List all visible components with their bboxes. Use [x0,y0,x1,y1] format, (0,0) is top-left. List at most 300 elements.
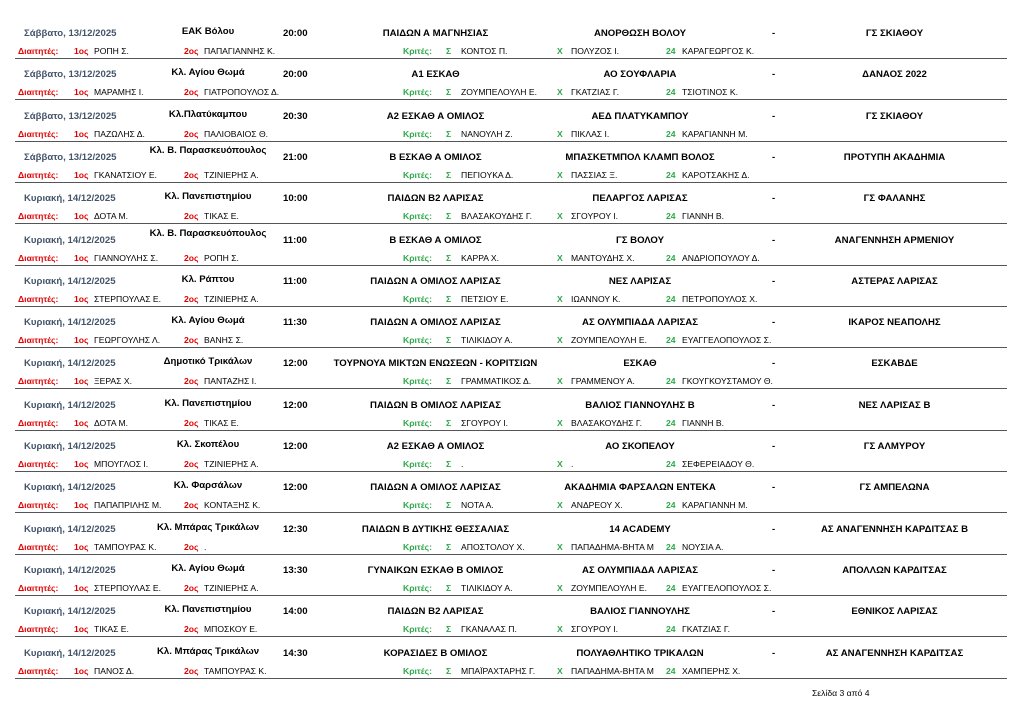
match-time: 14:30 [283,647,308,659]
match-category: Α2 ΕΣΚΑΘ Α ΟΜΙΛΟΣ [386,110,485,122]
second-referee: ΠΑΛΙΟΒΑΙΟΣ Θ. [204,128,269,139]
match-time: 12:00 [283,441,308,452]
row-divider [15,471,1007,472]
home-team: 14 ACADEMY [609,523,671,535]
scorer: ΚΟΝΤΟΣ Π. [461,46,508,56]
second-referee-label: 2ος [184,417,199,428]
match-row [0,605,1024,646]
referees-label: Διαιτητές: [18,417,59,428]
match-category: ΚΟΡΑΣΙΔΕΣ Β ΟΜΙΛΟΣ [383,647,488,659]
match-date: Σάββατο, 13/12/2025 [24,110,117,122]
page-number: Σελίδα 3 από 4 [812,688,870,698]
match-venue: Κλ. Μπάρας Τρικάλων [156,646,260,657]
shotclock-operator: ΕΥΑΓΓΕΛΟΠΟΥΛΟΣ Σ. [682,582,772,593]
first-referee-label: 1ος [74,500,89,511]
shotclock-operator: ΕΥΑΓΓΕΛΟΠΟΥΛΟΣ Σ. [682,335,772,346]
away-team: ΑΣ ΑΝΑΓΕΝΝΗΣΗ ΚΑΡΔΙΤΣΑΣ [825,647,964,659]
match-info-line [0,523,1024,537]
match-time: 21:00 [283,151,308,163]
match-row [0,275,1024,316]
match-category: Α2 ΕΣΚΑΘ Α ΟΜΙΛΟΣ [386,441,485,452]
second-referee-label: 2ος [184,252,199,263]
match-date: Σάββατο, 13/12/2025 [24,28,117,39]
officials-line [0,168,1024,182]
timer: ΖΟΥΜΠΕΛΟΥΛΗ Ε. [571,335,647,346]
vs-dash: - [772,151,776,163]
match-category: ΤΟΥΡΝΟΥΑ ΜΙΚΤΩΝ ΕΝΩΣΕΩΝ - ΚΟΡΙΤΣΙΩΝ [333,358,538,370]
scorer: ΒΛΑΣΑΚΟΥΔΗΣ Γ. [461,211,533,222]
first-referee-label: 1ος [74,541,89,552]
second-referee: ΡΟΠΗ Σ. [204,252,239,263]
vs-dash: - [772,647,776,659]
match-info-line [0,481,1024,495]
home-team: ΑΕΔ ΠΛΑΤΥΚΑΜΠΟΥ [591,110,689,122]
first-referee-label: 1ος [74,335,89,346]
second-referee: ΠΑΝΤΑΖΗΣ Ι. [204,376,257,387]
referees-label: Διαιτητές: [18,376,59,387]
referees-label: Διαιτητές: [18,128,59,139]
first-referee: ΠΑΖΩΛΗΣ Δ. [94,128,145,139]
referees-label: Διαιτητές: [18,293,59,304]
match-info-line [0,357,1024,371]
away-team: ΓΣ ΣΚΙΑΘΟΥ [865,28,924,39]
match-row [0,316,1024,357]
officials-line [0,457,1024,471]
match-info-line [0,110,1024,124]
first-referee-label: 1ος [74,417,89,428]
timer: ΓΡΑΜΜΕΝΟΥ Α. [571,376,635,387]
row-divider [15,430,1007,431]
second-referee: ΤΙΚΑΣ Ε. [204,211,239,222]
match-venue: Κλ. Ράπτου [181,274,235,285]
vs-dash: - [772,193,776,205]
second-referee: ΜΠΟΣΚΟΥ Ε. [204,624,258,635]
match-date: Κυριακή, 14/12/2025 [24,647,116,659]
match-venue: Κλ. Αγίου Θωμά [171,316,245,327]
referees-label: Διαιτητές: [18,46,59,56]
officials-line [0,374,1024,388]
match-info-line [0,68,1024,82]
away-team: ΑΝΑΓΕΝΝΗΣΗ ΑΡΜΕΝΙΟΥ [834,234,955,246]
vs-dash: - [772,358,776,370]
match-category: ΓΥΝΑΙΚΩΝ ΕΣΚΑΘ Β ΟΜΙΛΟΣ [367,564,504,576]
judges-label: Κριτές: [403,335,432,346]
first-referee: ΔΟΤΑ Μ. [94,211,129,222]
judges-label: Κριτές: [403,211,432,222]
match-info-line [0,564,1024,578]
referees-label: Διαιτητές: [18,211,59,222]
match-row [0,192,1024,233]
judges-label: Κριτές: [403,376,432,387]
timer: ΠΙΚΛΑΣ Ι. [571,128,610,139]
shotclock-label: 24 [666,128,676,139]
first-referee-label: 1ος [74,665,89,676]
match-venue: Κλ. Πανεπιστημίου [164,398,252,409]
first-referee-label: 1ος [74,128,89,139]
match-venue: Κλ. Β. Παρασκευόπουλος [149,228,267,239]
first-referee: ΤΑΜΠΟΥΡΑΣ Κ. [94,541,157,552]
scorer-label: Σ [446,169,452,180]
scorer-label: Σ [446,211,452,222]
match-row [0,110,1024,151]
match-category: ΠΑΙΔΩΝ Β ΟΜΙΛΟΣ ΛΑΡΙΣΑΣ [370,399,501,411]
vs-dash: - [772,28,776,39]
officials-line [0,498,1024,512]
scorer: ΜΠΑΪΡΑΧΤΑΡΗΣ Γ. [461,665,536,676]
timer-label: Χ [557,500,563,511]
second-referee: . [204,541,207,552]
scorer-label: Σ [446,459,452,469]
match-category: Α1 ΕΣΚΑΘ [411,69,460,81]
home-team: ΑΝΟΡΘΩΣΗ ΒΟΛΟΥ [593,28,687,39]
match-info-line [0,440,1024,454]
match-venue: Δημοτικό Τρικάλων [163,357,253,368]
timer-label: Χ [557,293,563,304]
home-team: ΑΚΑΔΗΜΙΑ ΦΑΡΣΑΛΩΝ ΕΝΤΕΚΑ [564,482,716,494]
timer: ΖΟΥΜΠΕΛΟΥΛΗ Ε. [571,582,647,593]
referees-label: Διαιτητές: [18,335,59,346]
first-referee-label: 1ος [74,46,89,56]
officials-line [0,540,1024,554]
timer-label: Χ [557,335,563,346]
match-row [0,68,1024,109]
officials-line [0,127,1024,141]
shotclock-operator: ΚΑΡΑΓΕΩΡΓΟΣ Κ. [682,46,755,56]
officials-line [0,44,1024,58]
second-referee: ΤΖΙΝΙΕΡΗΣ Α. [204,459,259,469]
referees-label: Διαιτητές: [18,624,59,635]
away-team: ΓΣ ΑΜΠΕΛΩΝΑ [859,482,930,494]
match-venue: Κλ. Πανεπιστημίου [164,605,252,616]
scorer: ΝΑΝΟΥΛΗ Ζ. [461,128,513,139]
shotclock-label: 24 [666,169,676,180]
match-venue: Κλ. Αγίου Θωμά [171,68,245,79]
second-referee-label: 2ος [184,293,199,304]
match-row [0,481,1024,522]
shotclock-label: 24 [666,665,676,676]
timer: ΑΝΔΡΕΟΥ Χ. [571,500,623,511]
second-referee: ΓΙΑΤΡΟΠΟΥΛΟΣ Δ. [204,87,280,98]
match-date: Κυριακή, 14/12/2025 [24,358,116,370]
officials-line [0,622,1024,636]
scorer: . [461,459,464,469]
match-venue: ΕΑΚ Βόλου [181,27,235,37]
vs-dash: - [772,317,776,329]
timer: ΒΛΑΣΑΚΟΥΔΗΣ Γ. [571,417,643,428]
judges-label: Κριτές: [403,459,432,469]
row-divider [15,141,1007,142]
scorer-label: Σ [446,293,452,304]
row-divider [15,58,1007,59]
match-info-line [0,316,1024,330]
match-time: 11:00 [283,275,308,287]
judges-label: Κριτές: [403,417,432,428]
first-referee: ΓΕΩΡΓΟΥΛΗΣ Λ. [94,335,161,346]
timer-label: Χ [557,169,563,180]
match-info-line [0,275,1024,289]
home-team: ΑΟ ΣΚΟΠΕΛΟΥ [605,441,675,452]
vs-dash: - [772,69,776,81]
match-category: ΠΑΙΔΩΝ Α ΟΜΙΛΟΣ ΛΑΡΙΣΑΣ [370,482,501,494]
timer: ΙΩΑΝΝΟΥ Κ. [571,293,621,304]
match-venue: Κλ. Μπάρας Τρικάλων [156,522,260,533]
home-team: ΒΑΛΙΟΣ ΓΙΑΝΝΟΥΛΗΣ [590,606,690,618]
match-info-line [0,192,1024,206]
timer: ΠΑΠΑΔΗΜΑ-ΒΗΤΑ Μ [571,665,654,676]
row-divider [15,223,1007,224]
match-date: Κυριακή, 14/12/2025 [24,399,116,411]
first-referee-label: 1ος [74,252,89,263]
first-referee: ΓΙΑΝΝΟΥΛΗΣ Σ. [94,252,159,263]
second-referee-label: 2ος [184,169,199,180]
shotclock-operator: ΤΣΙΟΤΙΝΟΣ Κ. [682,87,738,98]
judges-label: Κριτές: [403,624,432,635]
timer: ΠΟΛΥΖΟΣ Ι. [571,46,619,56]
match-date: Κυριακή, 14/12/2025 [24,193,116,205]
first-referee: ΜΠΟΥΓΛΟΣ Ι. [94,459,149,469]
match-row [0,399,1024,440]
second-referee-label: 2ος [184,211,199,222]
scorer-label: Σ [446,87,452,98]
judges-label: Κριτές: [403,46,432,56]
scorer: ΓΚΑΝΑΛΑΣ Π. [461,624,517,635]
judges-label: Κριτές: [403,665,432,676]
referees-label: Διαιτητές: [18,87,59,98]
first-referee: ΣΤΕΡΠΟΥΛΑΣ Ε. [94,293,162,304]
row-divider [15,306,1007,307]
timer: ΜΑΝΤΟΥΔΗΣ Χ. [571,252,635,263]
second-referee: ΤΖΙΝΙΕΡΗΣ Α. [204,169,259,180]
row-divider [15,265,1007,266]
home-team: ΝΕΣ ΛΑΡΙΣΑΣ [608,275,672,287]
second-referee-label: 2ος [184,624,199,635]
row-divider [15,595,1007,596]
timer-label: Χ [557,665,563,676]
shotclock-operator: ΓΙΑΝΝΗ Β. [682,211,724,222]
match-time: 11:00 [283,234,308,246]
match-venue: Κλ. Αγίου Θωμά [171,563,245,574]
shotclock-label: 24 [666,459,676,469]
shotclock-label: 24 [666,500,676,511]
second-referee-label: 2ος [184,541,199,552]
match-time: 13:30 [283,564,308,576]
scorer: ΑΠΟΣΤΟΛΟΥ Χ. [461,541,525,552]
match-time: 14:00 [283,606,308,618]
match-row [0,564,1024,605]
scorer-label: Σ [446,46,452,56]
referees-label: Διαιτητές: [18,582,59,593]
match-category: ΠΑΙΔΩΝ Α ΟΜΙΛΟΣ ΛΑΡΙΣΑΣ [370,275,501,287]
match-row [0,647,1024,688]
judges-label: Κριτές: [403,169,432,180]
match-venue: Κλ. Φαρσάλων [173,481,243,492]
first-referee-label: 1ος [74,87,89,98]
first-referee: ΤΙΚΑΣ Ε. [94,624,129,635]
home-team: ΠΕΛΑΡΓΟΣ ΛΑΡΙΣΑΣ [592,193,688,205]
scorer-label: Σ [446,665,452,676]
first-referee-label: 1ος [74,582,89,593]
first-referee-label: 1ος [74,624,89,635]
second-referee-label: 2ος [184,665,199,676]
match-time: 12:00 [283,358,308,370]
second-referee-label: 2ος [184,335,199,346]
scorer: ΚΑΡΡΑ Χ. [461,252,500,263]
away-team: ΕΣΚΑΒΔΕ [871,358,918,370]
shotclock-operator: ΝΟΥΣΙΑ Α. [682,541,724,552]
shotclock-label: 24 [666,582,676,593]
home-team: ΜΠΑΣΚΕΤΜΠΟΛ ΚΛΑΜΠ ΒΟΛΟΣ [565,151,715,163]
timer: ΠΑΣΣΙΑΣ Ξ. [571,169,618,180]
away-team: ΓΣ ΣΚΙΑΘΟΥ [865,110,924,122]
timer: ΣΓΟΥΡΟΥ Ι. [571,624,619,635]
match-date: Κυριακή, 14/12/2025 [24,482,116,494]
match-info-line [0,647,1024,661]
home-team: ΓΣ ΒΟΛΟΥ [615,234,665,246]
referees-label: Διαιτητές: [18,252,59,263]
match-time: 20:00 [283,28,308,39]
shotclock-label: 24 [666,541,676,552]
scorer: ΣΓΟΥΡΟΥ Ι. [461,417,509,428]
away-team: ΓΣ ΑΛΜΥΡΟΥ [863,441,926,452]
referees-label: Διαιτητές: [18,665,59,676]
away-team: ΠΡΟΤΥΠΗ ΑΚΑΔΗΜΙΑ [843,151,946,163]
shotclock-operator: ΓΙΑΝΝΗ Β. [682,417,724,428]
first-referee-label: 1ος [74,293,89,304]
vs-dash: - [772,606,776,618]
vs-dash: - [772,564,776,576]
match-category: ΠΑΙΔΩΝ Α ΜΑΓΝΗΣΙΑΣ [382,28,489,39]
match-date: Κυριακή, 14/12/2025 [24,564,116,576]
row-divider [15,182,1007,183]
shotclock-operator: ΠΕΤΡΟΠΟΥΛΟΣ Χ. [682,293,758,304]
shotclock-operator: ΓΚΟΥΓΚΟΥΣΤΑΜΟΥ Θ. [682,376,773,387]
vs-dash: - [772,441,776,452]
second-referee-label: 2ος [184,46,199,56]
match-date: Κυριακή, 14/12/2025 [24,275,116,287]
second-referee-label: 2ος [184,128,199,139]
timer-label: Χ [557,582,563,593]
match-time: 20:30 [283,110,308,122]
scorer-label: Σ [446,252,452,263]
home-team: ΑΣ ΟΛΥΜΠΙΑΔΑ ΛΑΡΙΣΑΣ [582,564,698,576]
judges-label: Κριτές: [403,252,432,263]
timer-label: Χ [557,211,563,222]
match-category: ΠΑΙΔΩΝ Β2 ΛΑΡΙΣΑΣ [387,193,484,205]
officials-line [0,581,1024,595]
shotclock-label: 24 [666,293,676,304]
first-referee: ΔΟΤΑ Μ. [94,417,129,428]
match-date: Κυριακή, 14/12/2025 [24,606,116,618]
timer-label: Χ [557,46,563,56]
row-divider [15,636,1007,637]
scorer: ΠΕΤΣΙΟΥ Ε. [461,293,509,304]
judges-label: Κριτές: [403,128,432,139]
match-time: 10:00 [283,193,308,205]
referees-label: Διαιτητές: [18,500,59,511]
second-referee: ΤΑΜΠΟΥΡΑΣ Κ. [204,665,267,676]
officials-line [0,664,1024,678]
shotclock-label: 24 [666,46,676,56]
match-date: Κυριακή, 14/12/2025 [24,234,116,246]
first-referee: ΠΑΝΟΣ Δ. [94,665,135,676]
scorer: ΝΟΤΑ Α. [461,500,494,511]
home-team: ΒΑΛΙΟΣ ΓΙΑΝΝΟΥΛΗΣ Β [585,399,695,411]
timer: ΠΑΠΑΔΗΜΑ-ΒΗΤΑ Μ [571,541,654,552]
scorer: ΠΕΓΙΟΥΚΑ Δ. [461,169,514,180]
second-referee: ΤΙΚΑΣ Ε. [204,417,239,428]
match-info-line [0,605,1024,619]
scorer-label: Σ [446,335,452,346]
judges-label: Κριτές: [403,541,432,552]
vs-dash: - [772,482,776,494]
away-team: ΑΣΤΕΡΑΣ ΛΑΡΙΣΑΣ [851,275,938,287]
judges-label: Κριτές: [403,87,432,98]
row-divider [15,678,1007,679]
second-referee: ΤΖΙΝΙΕΡΗΣ Α. [204,582,259,593]
shotclock-label: 24 [666,211,676,222]
shotclock-operator: ΚΑΡΟΤΣΑΚΗΣ Δ. [682,169,750,180]
first-referee: ΣΤΕΡΠΟΥΛΑΣ Ε. [94,582,162,593]
scorer-label: Σ [446,624,452,635]
judges-label: Κριτές: [403,582,432,593]
match-info-line [0,27,1024,41]
away-team: ΑΣ ΑΝΑΓΕΝΝΗΣΗ ΚΑΡΔΙΤΣΑΣ Β [820,523,969,535]
row-divider [15,512,1007,513]
home-team: ΕΣΚΑΘ [623,358,657,370]
match-date: Σάββατο, 13/12/2025 [24,151,117,163]
match-category: ΠΑΙΔΩΝ Α ΟΜΙΛΟΣ ΛΑΡΙΣΑΣ [370,317,501,329]
shotclock-operator: ΣΕΦΕΡΕΙΑΔΟΥ Θ. [682,459,755,469]
shotclock-label: 24 [666,87,676,98]
timer-label: Χ [557,252,563,263]
timer: ΣΓΟΥΡΟΥ Ι. [571,211,619,222]
timer-label: Χ [557,87,563,98]
home-team: ΑΟ ΣΟΥΦΛΑΡΙΑ [603,69,677,81]
away-team: ΑΠΟΛΛΩΝ ΚΑΡΔΙΤΣΑΣ [842,564,947,576]
second-referee: ΠΑΠΑΓΙΑΝΝΗΣ Κ. [204,46,276,56]
officials-line [0,416,1024,430]
timer-label: Χ [557,417,563,428]
match-time: 20:00 [283,69,308,81]
match-category: ΠΑΙΔΩΝ Β2 ΛΑΡΙΣΑΣ [387,606,484,618]
home-team: ΠΟΛΥΑΘΛΗΤΙΚΟ ΤΡΙΚΑΛΩΝ [576,647,704,659]
timer-label: Χ [557,376,563,387]
second-referee-label: 2ος [184,582,199,593]
row-divider [15,388,1007,389]
scorer-label: Σ [446,582,452,593]
match-time: 12:00 [283,399,308,411]
match-info-line [0,228,1024,248]
match-row [0,27,1024,68]
away-team: ΓΣ ΦΑΛΑΝΗΣ [863,193,926,205]
match-date: Κυριακή, 14/12/2025 [24,441,116,452]
shotclock-operator: ΚΑΡΑΓΙΑΝΝΗ Μ. [682,500,748,511]
first-referee-label: 1ος [74,376,89,387]
second-referee-label: 2ος [184,500,199,511]
shotclock-label: 24 [666,417,676,428]
away-team: ΝΕΣ ΛΑΡΙΣΑΣ Β [858,399,931,411]
match-venue: Κλ. Σκοπέλου [176,440,240,450]
match-row [0,228,1024,275]
second-referee: ΚΟΝΤΑΞΗΣ Κ. [204,500,261,511]
first-referee-label: 1ος [74,169,89,180]
timer: . [571,459,574,469]
vs-dash: - [772,275,776,287]
scorer-label: Σ [446,376,452,387]
judges-label: Κριτές: [403,293,432,304]
match-category: ΠΑΙΔΩΝ Β ΔΥΤΙΚΗΣ ΘΕΣΣΑΛΙΑΣ [361,523,510,535]
first-referee: ΡΟΠΗ Σ. [94,46,129,56]
